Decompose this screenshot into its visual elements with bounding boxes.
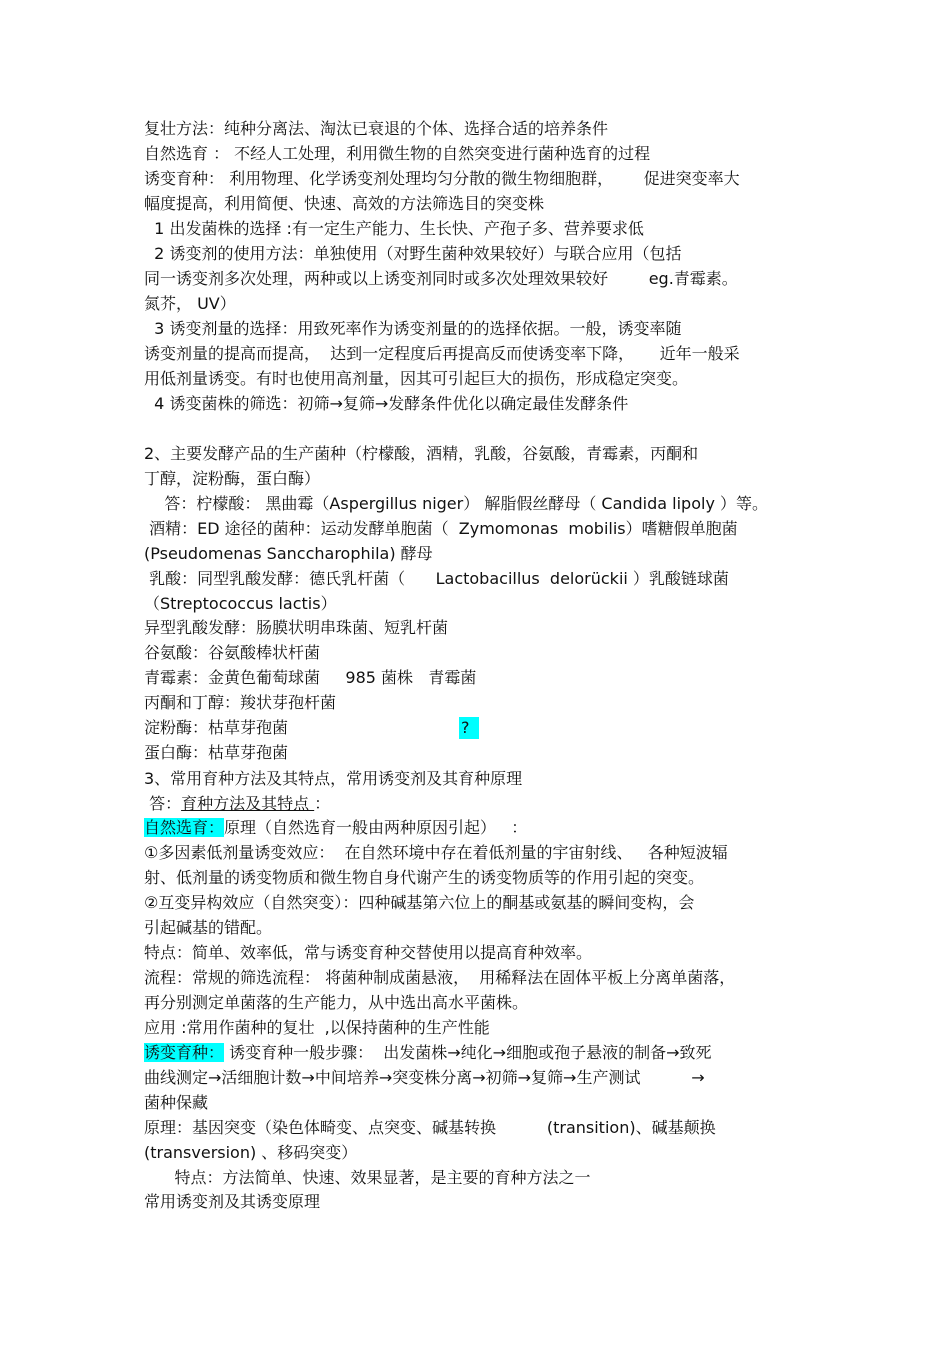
text-line: 流程：常规的筛选流程： 将菌种制成菌悬液， 用稀释法在固体平板上分离单菌落， [144,968,736,987]
text-line [144,818,527,838]
text-line: 丙酮和丁醇：羧状芽孢杆菌 [144,693,337,712]
text-line: 4 诱变菌株的筛选：初筛→复筛→发酵条件优化以确定最佳发酵条件 [144,394,629,413]
text-line: 蛋白酶：枯草芽孢菌 [144,743,289,762]
text-line: 用低剂量诱变。有时也使用高剂量，因其可引起巨大的损伤，形成稳定突变。 [144,369,689,388]
text-line: 乳酸：同型乳酸发酵：德氏乳杆菌（ Lactobacillus delorückii ）乳酸链球菌 [144,569,729,588]
text-line: 射、低剂量的诱变物质和微生物自身代谢产生的诱变物质等的作用引起的突变。 [144,868,705,887]
text-line: 3 诱变剂量的选择：用致死率作为诱变剂量的的选择依据。一般，诱变率随 [144,319,682,338]
text-line: 自然选育 ： 不经人工处理，利用微生物的自然突变进行菌种选育的过程 [144,144,651,163]
text-span: 原理（自然选育一般由两种原因引起） ： [224,818,528,837]
text-line: 异型乳酸发酵：肠膜状明串珠菌、短乳杆菌 [144,618,449,637]
text-line: 特点：方法简单、快速、效果显著，是主要的育种方法之一 [144,1168,591,1187]
text-line: 引起碱基的错配。 [144,918,273,937]
text-line: 1 出发菌株的选择 :有一定生产能力、生长快、产孢子多、营养要求低 [144,219,644,238]
text-line: 氮芥， UV） [144,294,236,313]
text-line: ②互变异构效应（自然突变）：四种碱基第六位上的酮基或氨基的瞬间变构，会 [144,893,695,912]
colon: ： [314,794,331,813]
section-heading: 3、常用育种方法及其特点，常用诱变剂及其育种原理 [144,769,523,788]
text-line: 谷氨酸：谷氨酸棒状杆菌 [144,643,321,662]
text-line: 再分别测定单菌落的生产能力，从中选出高水平菌株。 [144,993,529,1012]
text-line: 淀粉酶：枯草芽孢菌 [144,718,289,737]
text-line: 诱变育种： 利用物理、化学诱变剂处理均匀分散的微生物细胞群， 促进突变率大 [144,169,740,188]
text-line: 菌种保藏 [144,1093,209,1112]
text-line: 原理：基因突变（染色体畸变、点突变、碱基转换 (transition)、碱基颠换 [144,1118,716,1137]
text-line: (Pseudomenas Sanccharophila) 酵母 [144,544,433,563]
text-line: 特点：简单、效率低，常与诱变育种交替使用以提高育种效率。 [144,943,593,962]
text-line: 常用诱变剂及其诱变原理 [144,1192,321,1211]
text-line: 曲线测定→活细胞计数→中间培养→突变株分离→初筛→复筛→生产测试 → [144,1068,705,1087]
question-mark-highlight: ? [459,717,479,739]
text-span: 诱变育种一般步骤： 出发菌株→纯化→细胞或孢子悬液的制备→致死 [224,1043,712,1062]
highlighted-term: 诱变育种： [144,1043,225,1062]
text-line: ①多因素低剂量诱变效应： 在自然环境中存在着低剂量的宇宙射线、 各种短波辐 [144,843,728,862]
underlined-subheading: 育种方法及其特点 [181,794,315,813]
text-line: 同一诱变剂多次处理，两种或以上诱变剂同时或多次处理效果较好 eg.青霉素。 [144,269,738,288]
text-line: (transversion) 、移码突变） [144,1143,358,1162]
text-line: 酒精：ED 途径的菌种：运动发酵单胞菌（ Zymomonas mobilis）嗜糖假单胞菌 [144,519,738,538]
text-line: 青霉素：金黄色葡萄球菌 985 菌株 青霉菌 [144,668,477,687]
text-line [144,1043,712,1063]
text-line: 复壮方法：纯种分离法、淘汰已衰退的个体、选择合适的培养条件 [144,119,609,138]
text-line [144,794,330,814]
answer-label: 答： [144,794,182,813]
text-line: （Streptococcus lactis） [144,594,337,613]
text-line: 诱变剂量的提高而提高， 达到一定程度后再提高反而使诱变率下降， 近年一般采 [144,344,740,363]
text-line: 应用 :常用作菌种的复壮 ,以保持菌种的生产性能 [144,1018,490,1037]
text-line: 2 诱变剂的使用方法：单独使用（对野生菌种效果较好）与联合应用（包括 [144,244,682,263]
highlighted-term: 自然选育： [144,818,225,837]
text-line: 幅度提高，利用简便、快速、高效的方法筛选目的突变株 [144,194,545,213]
text-line: 答：柠檬酸： 黑曲霉（Aspergillus niger） 解脂假丝酵母（ Candida lipoly ）等。 [144,494,769,513]
section-heading: 2、主要发酵产品的生产菌种（柠檬酸，酒精，乳酸，谷氨酸，青霉素，丙酮和 [144,444,699,463]
text-line: 丁醇，淀粉酶，蛋白酶） [144,469,321,488]
